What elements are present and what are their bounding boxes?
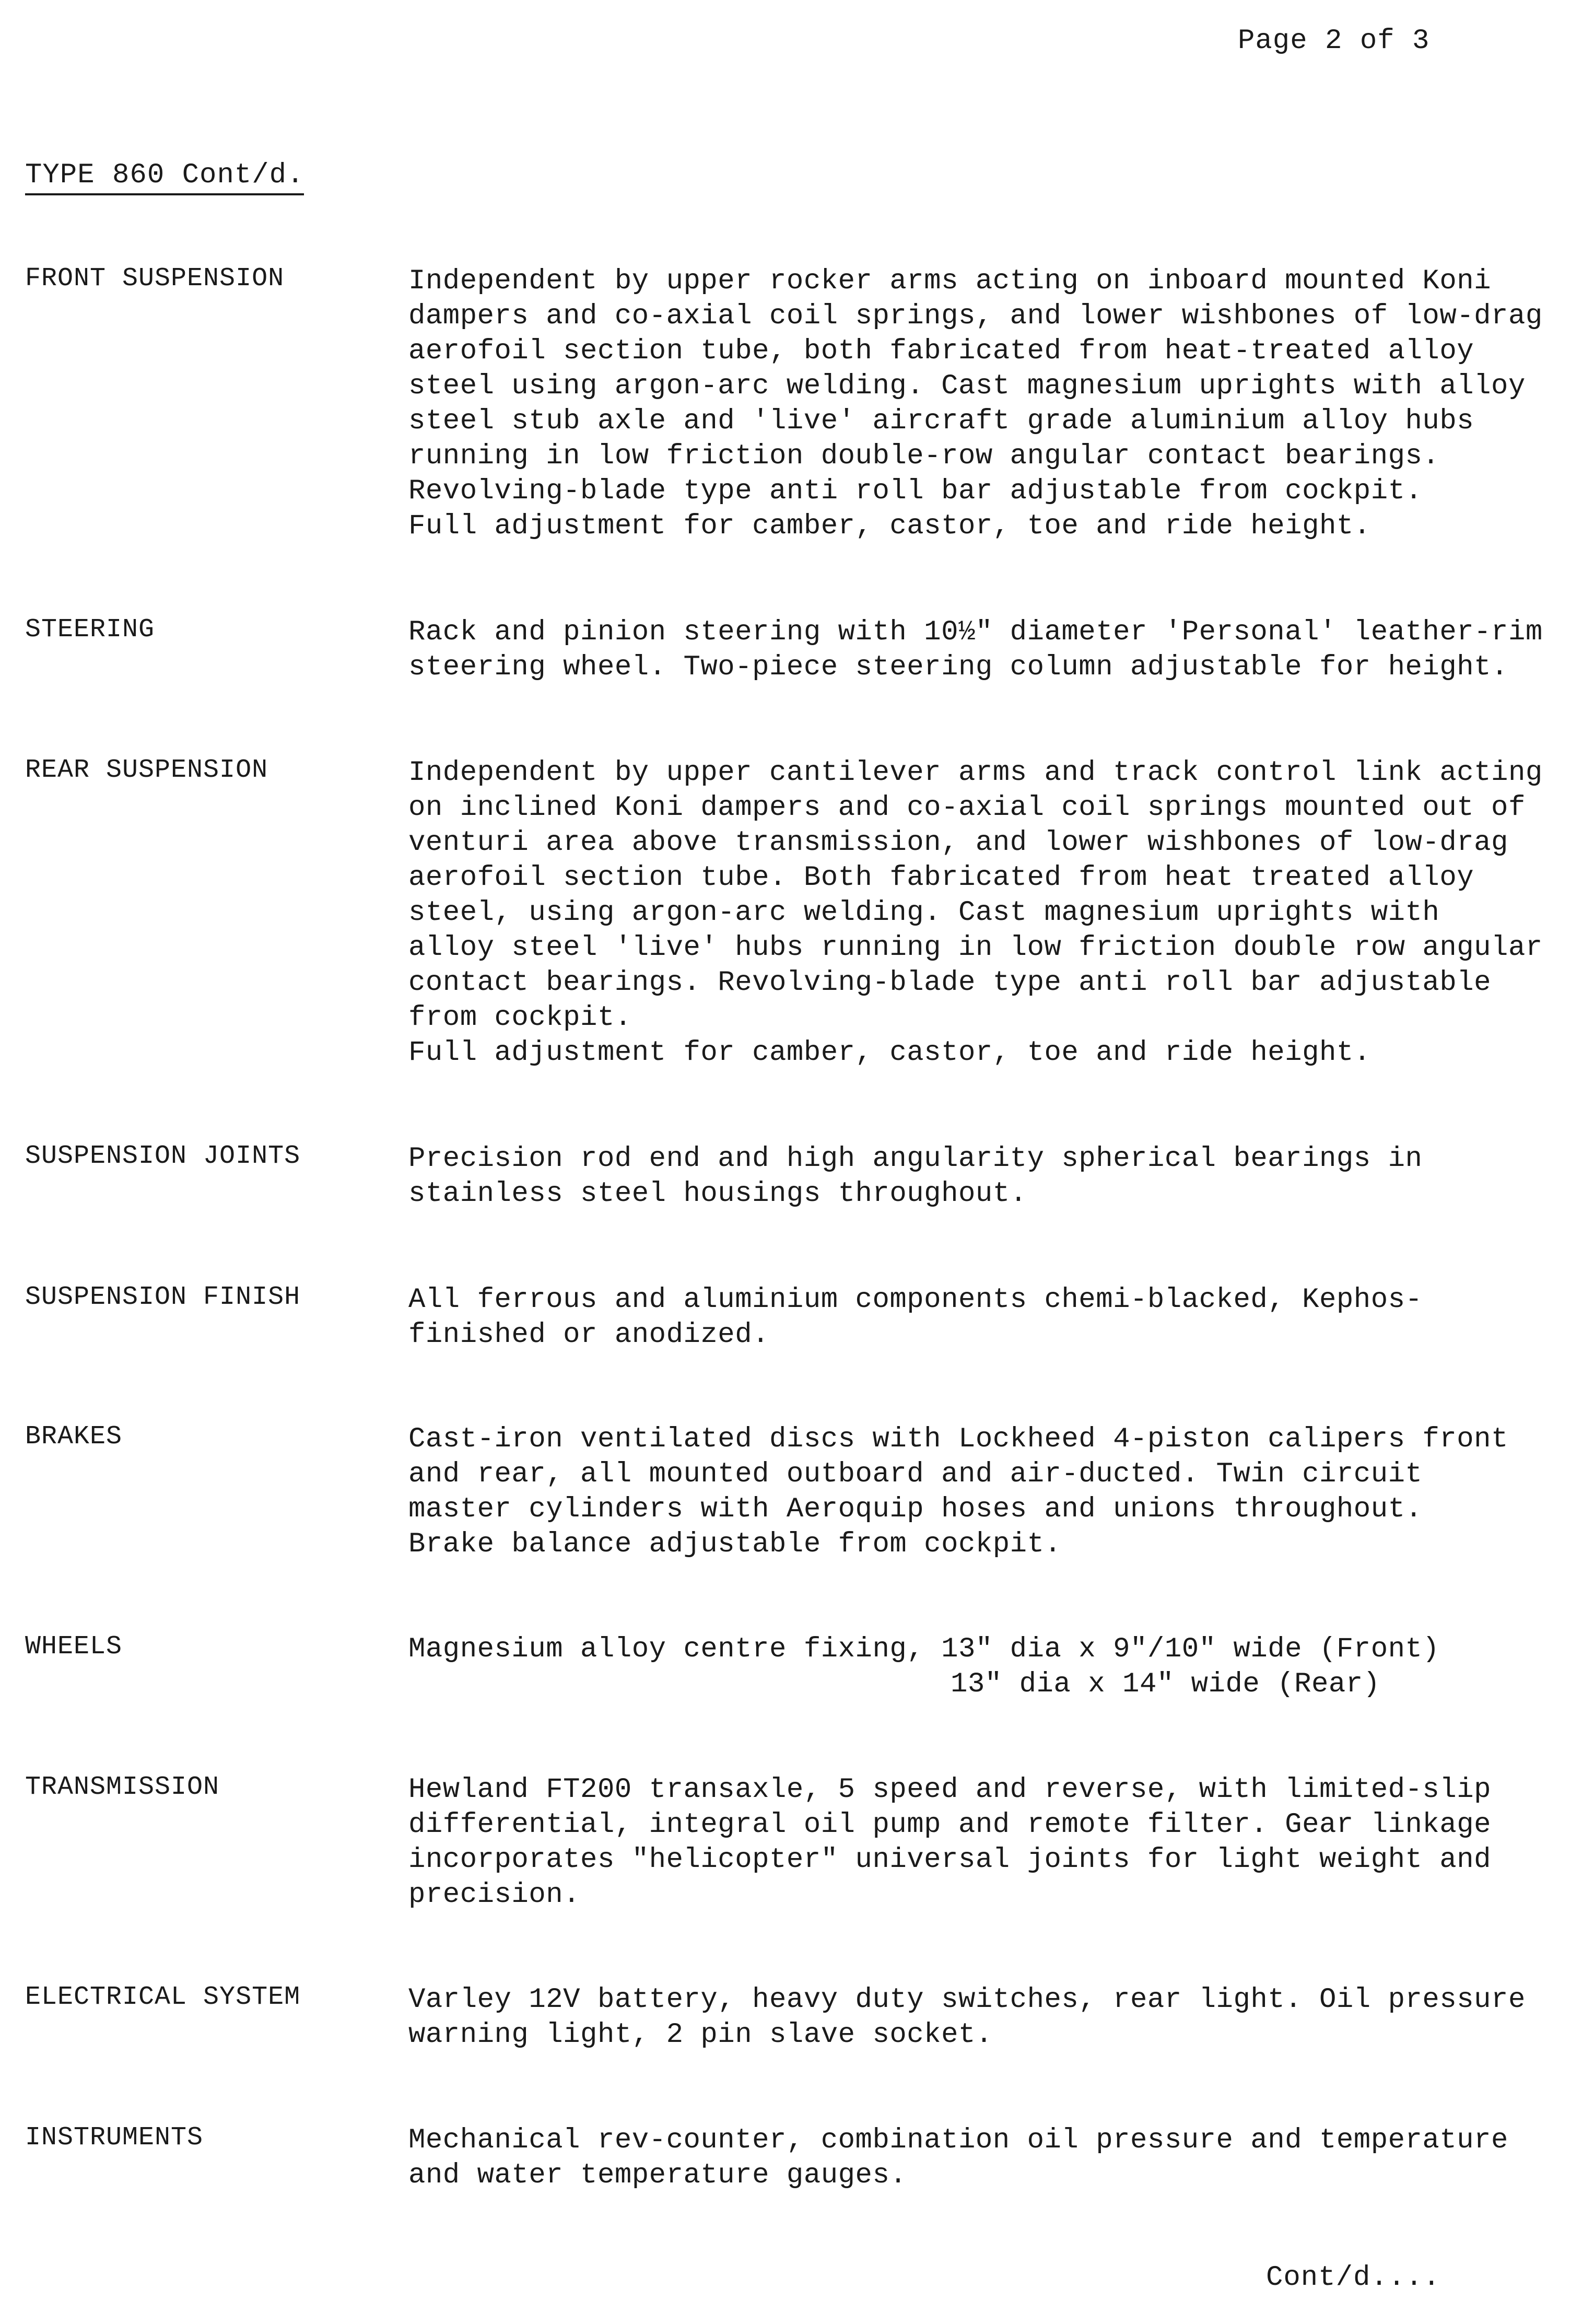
body-line: contact bearings. Revolving-blade type anti roll bar adjustable — [408, 967, 1492, 999]
section-body — [408, 615, 1573, 685]
body-line: incorporates "helicopter" universal joints for light weight and — [408, 1844, 1492, 1876]
body-line: dampers and co-axial coil springs, and lower wishbones of low-drag — [408, 300, 1543, 332]
body-line: Independent by upper rocker arms acting on inboard mounted Koni — [408, 265, 1492, 297]
section-label: INSTRUMENTS — [25, 2123, 204, 2153]
wheels-front-spec: Magnesium alloy centre fixing, 13" dia x 9"/10" wide (Front) — [408, 1633, 1440, 1665]
section-body — [408, 755, 1573, 1070]
body-line: aerofoil section tube. Both fabricated from heat treated alloy — [408, 862, 1474, 894]
body-line: and water temperature gauges. — [408, 2159, 907, 2191]
section-body — [408, 1632, 1573, 1702]
body-line: steel, using argon-arc welding. Cast magnesium uprights with — [408, 897, 1440, 929]
continuation-note: Cont/d.... — [1266, 2262, 1441, 2294]
body-line: stainless steel housings throughout. — [408, 1178, 1027, 1210]
body-line: Independent by upper cantilever arms and track control link acting — [408, 757, 1543, 789]
body-line: Precision rod end and high angularity spherical bearings in — [408, 1143, 1423, 1175]
section-label: STEERING — [25, 615, 155, 645]
body-line: running in low friction double-row angular contact bearings. — [408, 440, 1440, 472]
body-line: steering wheel. Two-piece steering column adjustable for height. — [408, 651, 1508, 683]
document-heading: TYPE 860 Cont/d. — [25, 159, 304, 195]
body-line: Full adjustment for camber, castor, toe and ride height. — [408, 510, 1371, 542]
body-line: Mechanical rev-counter, combination oil pressure and temperature — [408, 2124, 1508, 2156]
section-label: BRAKES — [25, 1422, 123, 1452]
section-label: TRANSMISSION — [25, 1772, 220, 1802]
body-line: on inclined Koni dampers and co-axial coil springs mounted out of — [408, 792, 1526, 824]
section-label: SUSPENSION FINISH — [25, 1282, 301, 1312]
page-number: Page 2 of 3 — [1238, 25, 1430, 57]
body-line: aerofoil section tube, both fabricated from heat-treated alloy — [408, 335, 1474, 367]
body-line: All ferrous and aluminium components chemi-blacked, Kephos- — [408, 1284, 1423, 1316]
section-body — [408, 2123, 1573, 2193]
section-label: WHEELS — [25, 1632, 123, 1662]
body-line: Varley 12V battery, heavy duty switches, rear light. Oil pressure — [408, 1984, 1526, 2016]
section-body — [408, 1141, 1573, 1211]
body-line: Rack and pinion steering with 10½" diameter 'Personal' leather-rim — [408, 616, 1543, 648]
section-body — [408, 1282, 1573, 1352]
body-line: Brake balance adjustable from cockpit. — [408, 1528, 1062, 1560]
body-line: steel stub axle and 'live' aircraft grade aluminium alloy hubs — [408, 405, 1474, 437]
body-line: alloy steel 'live' hubs running in low friction double row angular — [408, 932, 1543, 964]
section-label: ELECTRICAL SYSTEM — [25, 1982, 301, 2012]
body-line: master cylinders with Aeroquip hoses and unions throughout. — [408, 1493, 1423, 1525]
wheels-rear-spec: 13" dia x 14" wide (Rear) — [951, 1668, 1380, 1700]
body-line: warning light, 2 pin slave socket. — [408, 2019, 993, 2051]
body-line: Cast-iron ventilated discs with Lockheed 4-piston calipers front — [408, 1423, 1508, 1455]
body-line: Revolving-blade type anti roll bar adjustable from cockpit. — [408, 475, 1423, 507]
section-label: FRONT SUSPENSION — [25, 264, 285, 294]
section-body — [408, 264, 1573, 544]
body-line: Full adjustment for camber, castor, toe and ride height. — [408, 1037, 1371, 1069]
section-label: SUSPENSION JOINTS — [25, 1141, 301, 1171]
section-label: REAR SUSPENSION — [25, 755, 268, 785]
section-body — [408, 1422, 1573, 1562]
body-line: finished or anodized. — [408, 1319, 770, 1351]
body-line: and rear, all mounted outboard and air-ducted. Twin circuit — [408, 1458, 1423, 1490]
body-line: differential, integral oil pump and remote filter. Gear linkage — [408, 1809, 1492, 1841]
body-line: venturi area above transmission, and lower wishbones of low-drag — [408, 827, 1508, 859]
section-body — [408, 1982, 1573, 2052]
body-line: precision. — [408, 1879, 581, 1911]
body-line: from cockpit. — [408, 1002, 632, 1034]
body-line: Hewland FT200 transaxle, 5 speed and reverse, with limited-slip — [408, 1774, 1492, 1806]
section-body — [408, 1772, 1573, 1912]
body-line: steel using argon-arc welding. Cast magnesium uprights with alloy — [408, 370, 1526, 402]
